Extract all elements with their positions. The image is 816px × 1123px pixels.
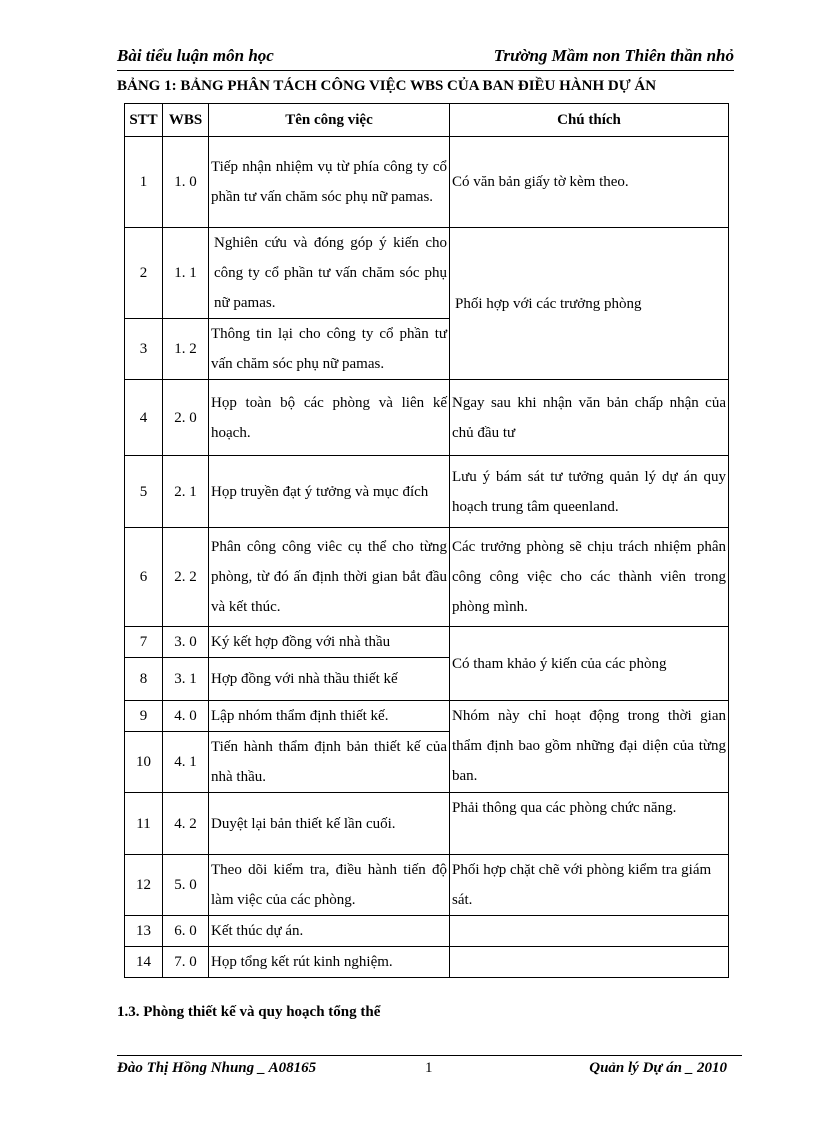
task-cell: Duyệt lại bản thiết kế lần cuối. bbox=[209, 793, 450, 855]
table-row bbox=[125, 137, 729, 228]
table-row bbox=[125, 916, 729, 947]
stt-cell: 4 bbox=[125, 380, 163, 456]
table-row bbox=[125, 627, 729, 658]
table-row bbox=[125, 701, 729, 732]
task-cell: Lập nhóm thẩm định thiết kế. bbox=[209, 701, 450, 732]
note-cell: Các trưởng phòng sẽ chịu trách nhiệm phân công công việc cho các thành viên trong phòng mình. bbox=[450, 528, 729, 627]
stt-cell: 9 bbox=[125, 701, 163, 732]
stt-cell: 8 bbox=[125, 658, 163, 701]
wbs-cell: 6. 0 bbox=[163, 916, 209, 947]
wbs-table bbox=[124, 103, 729, 978]
wbs-cell: 3. 1 bbox=[163, 658, 209, 701]
table-row bbox=[125, 855, 729, 916]
note-cell: Phối hợp chặt chẽ với phòng kiểm tra giám sát. bbox=[450, 855, 729, 916]
task-cell: Họp tổng kết rút kinh nghiệm. bbox=[209, 947, 450, 978]
task-cell: Họp truyền đạt ý tưởng và mục đích bbox=[209, 456, 450, 528]
table-title: BẢNG 1: BẢNG PHÂN TÁCH CÔNG VIỆC WBS CỦA BAN ĐIỀU HÀNH DỰ ÁN bbox=[117, 78, 657, 94]
note-cell bbox=[450, 947, 729, 978]
section-heading: 1.3. Phòng thiết kế và quy hoạch tổng thể bbox=[117, 1004, 381, 1020]
task-cell: Tiến hành thẩm định bản thiết kế của nhà thầu. bbox=[209, 732, 450, 793]
stt-cell: 7 bbox=[125, 627, 163, 658]
wbs-cell: 4. 2 bbox=[163, 793, 209, 855]
page-footer bbox=[117, 1055, 742, 1086]
page-number: 1 bbox=[425, 1060, 433, 1076]
wbs-cell: 1. 0 bbox=[163, 137, 209, 228]
col-stt: STT bbox=[125, 104, 163, 137]
col-task: Tên công việc bbox=[209, 104, 450, 137]
task-cell: Theo dõi kiểm tra, điều hành tiến độ làm việc của các phòng. bbox=[209, 855, 450, 916]
note-cell bbox=[450, 916, 729, 947]
wbs-cell: 4. 0 bbox=[163, 701, 209, 732]
wbs-cell: 5. 0 bbox=[163, 855, 209, 916]
task-cell: Nghiên cứu và đóng góp ý kiến cho công ty cổ phần tư vấn chăm sóc phụ nữ pamas. bbox=[209, 228, 450, 319]
note-cell: Nhóm này chỉ hoạt động trong thời gian thẩm định bao gồm những đại diện của từng ban. bbox=[450, 701, 729, 793]
task-cell: Kết thúc dự án. bbox=[209, 916, 450, 947]
wbs-cell: 2. 2 bbox=[163, 528, 209, 627]
stt-cell: 3 bbox=[125, 319, 163, 380]
header-left: Bài tiểu luận môn học bbox=[117, 46, 274, 65]
stt-cell: 13 bbox=[125, 916, 163, 947]
stt-cell: 12 bbox=[125, 855, 163, 916]
table-row bbox=[125, 947, 729, 978]
wbs-cell: 2. 0 bbox=[163, 380, 209, 456]
task-cell: Họp toàn bộ các phòng và liên kế hoạch. bbox=[209, 380, 450, 456]
task-cell: Thông tin lại cho công ty cổ phần tư vấn chăm sóc phụ nữ pamas. bbox=[209, 319, 450, 380]
col-wbs: WBS bbox=[163, 104, 209, 137]
task-cell: Ký kết hợp đồng với nhà thầu bbox=[209, 627, 450, 658]
table-row bbox=[125, 793, 729, 855]
wbs-cell: 1. 2 bbox=[163, 319, 209, 380]
stt-cell: 14 bbox=[125, 947, 163, 978]
note-cell: Phải thông qua các phòng chức năng. bbox=[450, 793, 729, 855]
task-cell: Tiếp nhận nhiệm vụ từ phía công ty cổ phần tư vấn chăm sóc phụ nữ pamas. bbox=[209, 137, 450, 228]
task-cell: Hợp đồng với nhà thầu thiết kế bbox=[209, 658, 450, 701]
stt-cell: 11 bbox=[125, 793, 163, 855]
wbs-cell: 4. 1 bbox=[163, 732, 209, 793]
wbs-cell: 3. 0 bbox=[163, 627, 209, 658]
stt-cell: 1 bbox=[125, 137, 163, 228]
col-note: Chú thích bbox=[450, 104, 729, 137]
note-cell: Phối hợp với các trưởng phòng bbox=[450, 228, 729, 380]
stt-cell: 2 bbox=[125, 228, 163, 319]
wbs-cell: 7. 0 bbox=[163, 947, 209, 978]
table-row bbox=[125, 456, 729, 528]
table-header-row bbox=[125, 104, 729, 137]
note-cell: Lưu ý bám sát tư tưởng quản lý dự án quy hoạch trung tâm queenland. bbox=[450, 456, 729, 528]
task-cell: Phân công công viêc cụ thể cho từng phòng, từ đó ấn định thời gian bắt đầu và kết thúc. bbox=[209, 528, 450, 627]
footer-course: Quản lý Dự án _ 2010 bbox=[589, 1060, 727, 1076]
stt-cell: 5 bbox=[125, 456, 163, 528]
wbs-cell: 2. 1 bbox=[163, 456, 209, 528]
note-cell: Có tham khảo ý kiến của các phòng bbox=[450, 627, 729, 701]
stt-cell: 10 bbox=[125, 732, 163, 793]
footer-author: Đào Thị Hồng Nhung _ A08165 bbox=[117, 1060, 317, 1076]
note-cell: Ngay sau khi nhận văn bản chấp nhận của chủ đầu tư bbox=[450, 380, 729, 456]
table-row bbox=[125, 228, 729, 319]
table-row bbox=[125, 380, 729, 456]
wbs-cell: 1. 1 bbox=[163, 228, 209, 319]
page-header bbox=[117, 46, 734, 71]
header-right: Trường Mầm non Thiên thần nhỏ bbox=[493, 46, 734, 65]
table-row bbox=[125, 528, 729, 627]
stt-cell: 6 bbox=[125, 528, 163, 627]
note-cell: Có văn bản giấy tờ kèm theo. bbox=[450, 137, 729, 228]
